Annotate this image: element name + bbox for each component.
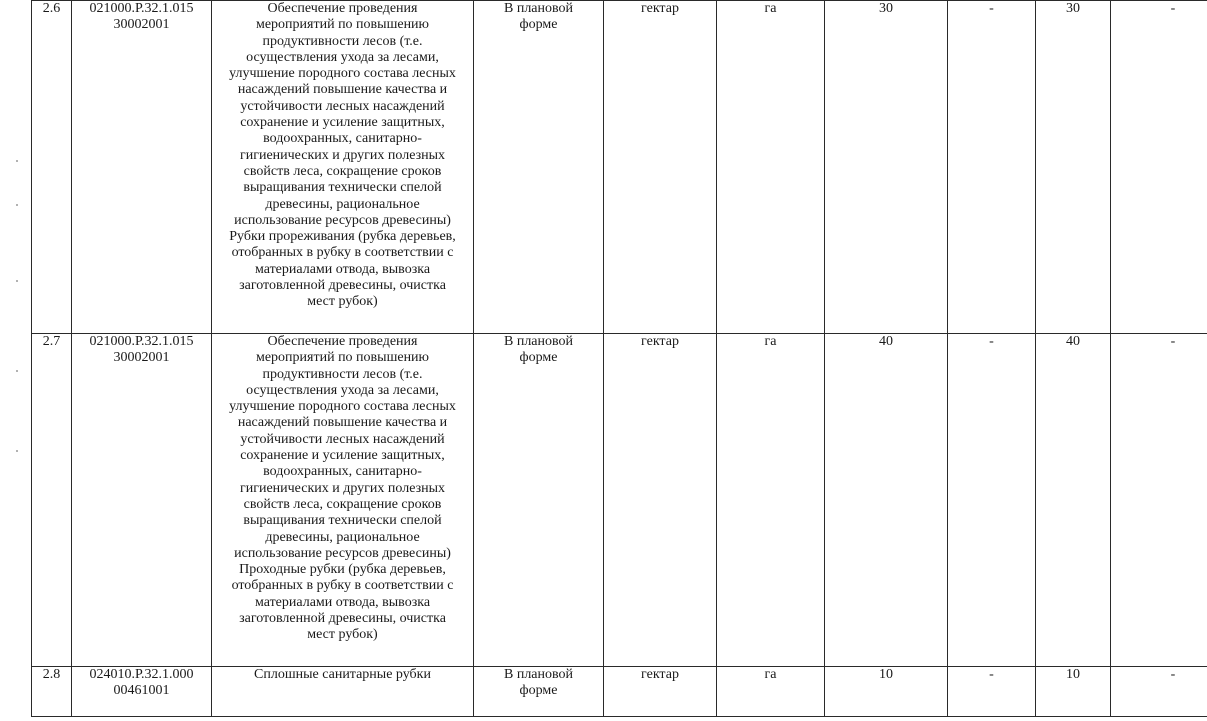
description-line: осуществления ухода за лесами,: [246, 49, 439, 65]
description-line: выращивания технически спелой: [243, 180, 442, 196]
description-line: свойств леса, сокращение сроков: [243, 496, 442, 512]
registry-code-line: 024010.Р.32.1.000: [89, 667, 194, 682]
row-number: 2.8: [32, 667, 72, 717]
unit-name: гектар: [604, 667, 717, 717]
work-description: [212, 334, 474, 667]
registry-code: [72, 334, 212, 667]
description-line: осуществления ухода за лесами,: [246, 382, 439, 398]
description-line: насаждений повышение качества и: [237, 82, 448, 98]
description-line: материалами отвода, вывозка: [254, 261, 431, 277]
description-line: сохранение и усиление защитных,: [240, 448, 445, 464]
description-line: мест рубок): [307, 627, 378, 643]
empty-value-dash: -: [948, 1, 1036, 334]
planned-value-second: 40: [1036, 334, 1111, 667]
work-description: [212, 1, 474, 334]
work-form-line: В плановой: [503, 1, 574, 16]
description-line: гигиенических и других полезных: [239, 480, 446, 496]
description-line: использование ресурсов древесины): [234, 212, 451, 228]
description-line: использование ресурсов древесины): [234, 545, 451, 561]
planned-value: 10: [825, 667, 948, 717]
description-line: выращивания технически спелой: [243, 513, 442, 529]
work-form-line: В плановой: [503, 667, 574, 682]
work-form: [474, 1, 604, 334]
description-line: сохранение и усиление защитных,: [240, 115, 445, 131]
table-row: [32, 667, 1207, 717]
description-line: водоохранных, санитарно-: [263, 131, 422, 147]
document-sheet: [31, 0, 1189, 716]
unit-name: гектар: [604, 1, 717, 334]
description-line: древесины, рациональное: [265, 196, 420, 212]
description-line: заготовленной древесины, очистка: [239, 278, 446, 294]
description-line: заготовленной древесины, очистка: [239, 611, 446, 627]
description-line: мест рубок): [307, 294, 378, 310]
description-line: Сплошные санитарные рубки: [254, 667, 431, 682]
registry-code: [72, 1, 212, 334]
description-line: отобранных в рубку в соответствии с: [231, 245, 454, 261]
works-table: [31, 0, 1207, 717]
description-line: Обеспечение проведения: [267, 334, 418, 349]
description-line: Проходные рубки (рубка деревьев,: [239, 562, 446, 578]
unit-name: гектар: [604, 334, 717, 667]
row-number: 2.6: [32, 1, 72, 334]
row-number: 2.7: [32, 334, 72, 667]
work-description: [212, 667, 474, 717]
description-line: устойчивости лесных насаждений: [240, 431, 445, 447]
unit-code: га: [717, 667, 825, 717]
work-form-line: форме: [519, 17, 558, 33]
registry-code-line: 021000.Р.32.1.015: [89, 1, 194, 16]
planned-value: 40: [825, 334, 948, 667]
description-line: улучшение породного состава лесных: [229, 399, 456, 415]
description-line: Рубки прореживания (рубка деревьев,: [229, 229, 456, 245]
description-line: гигиенических и других полезных: [239, 147, 446, 163]
empty-value-dash: -: [1111, 334, 1207, 667]
table-row: [32, 334, 1207, 667]
description-line: древесины, рациональное: [265, 529, 420, 545]
empty-value-dash: -: [948, 667, 1036, 717]
description-line: Обеспечение проведения: [267, 1, 418, 16]
empty-value-dash: -: [1111, 1, 1207, 334]
work-form: [474, 334, 604, 667]
description-line: мероприятий по повышению: [255, 17, 430, 33]
work-form-line: форме: [519, 683, 558, 699]
description-line: материалами отвода, вывозка: [254, 594, 431, 610]
planned-value-second: 10: [1036, 667, 1111, 717]
planned-value: 30: [825, 1, 948, 334]
work-form-line: В плановой: [503, 334, 574, 349]
registry-code-line: 30002001: [113, 17, 170, 33]
description-line: устойчивости лесных насаждений: [240, 98, 445, 114]
empty-value-dash: -: [948, 334, 1036, 667]
unit-code: га: [717, 1, 825, 334]
description-line: свойств леса, сокращение сроков: [243, 163, 442, 179]
description-line: отобранных в рубку в соответствии с: [231, 578, 454, 594]
registry-code-line: 00461001: [113, 683, 170, 699]
registry-code: [72, 667, 212, 717]
description-line: мероприятий по повышению: [255, 350, 430, 366]
description-line: продуктивности лесов (т.е.: [262, 33, 423, 49]
scan-specks: [16, 160, 19, 460]
description-line: водоохранных, санитарно-: [263, 464, 422, 480]
registry-code-line: 021000.Р.32.1.015: [89, 334, 194, 349]
work-form-line: форме: [519, 350, 558, 366]
description-line: продуктивности лесов (т.е.: [262, 366, 423, 382]
work-form: [474, 667, 604, 717]
table-row: [32, 1, 1207, 334]
description-line: насаждений повышение качества и: [237, 415, 448, 431]
unit-code: га: [717, 334, 825, 667]
registry-code-line: 30002001: [113, 350, 170, 366]
planned-value-second: 30: [1036, 1, 1111, 334]
description-line: улучшение породного состава лесных: [229, 66, 456, 82]
empty-value-dash: -: [1111, 667, 1207, 717]
